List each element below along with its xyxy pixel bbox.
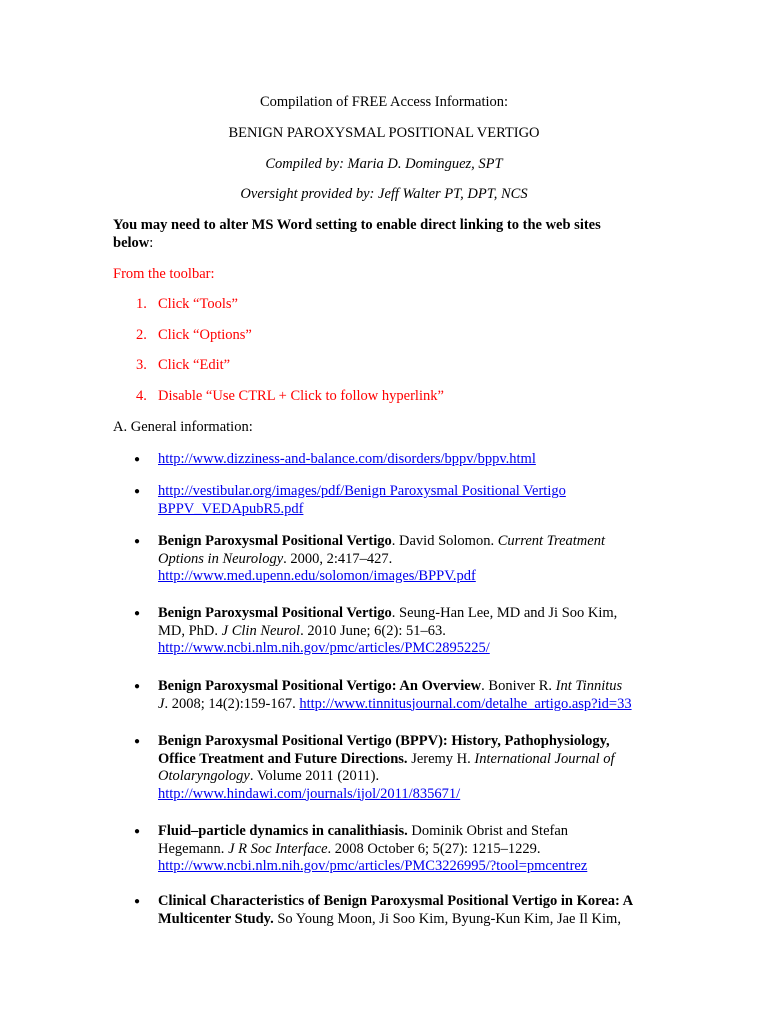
reference-3-link[interactable]: http://www.med.upenn.edu/solomon/images/BPPV.pdf bbox=[158, 568, 476, 584]
reference-6 bbox=[158, 733, 658, 803]
reference-6-link[interactable]: http://www.hindawi.com/journals/ijol/2011/835671/ bbox=[158, 785, 461, 802]
reference-3-journal-cont: Options in Neurology bbox=[158, 550, 284, 567]
reference-3-author: . David Solomon. bbox=[391, 533, 498, 549]
reference-3-title: Benign Paroxysmal Positional Vertigo bbox=[158, 533, 392, 549]
reference-4-authors-cont: MD, PhD. bbox=[158, 622, 222, 639]
reference-7-journal: J R Soc Interface bbox=[228, 840, 328, 857]
step-text: Click “Edit” bbox=[158, 357, 231, 373]
reference-4-details: . 2010 June; 6(2): 51–63. bbox=[300, 622, 446, 639]
reference-6-journal-cont: Otolaryngology bbox=[158, 768, 250, 784]
toolbar-step-4 bbox=[136, 387, 444, 405]
reference-4-title: Benign Paroxysmal Positional Vertigo bbox=[158, 605, 392, 621]
toolbar-step-3 bbox=[136, 356, 230, 374]
section-a-heading: A. General information: bbox=[113, 419, 253, 435]
reference-1-link[interactable]: http://www.dizziness-and-balance.com/disorders/bppv/bppv.html bbox=[158, 451, 536, 467]
notice-below: below bbox=[113, 235, 150, 251]
reference-8 bbox=[158, 893, 658, 928]
reference-6-title-cont: Office Treatment and Future Directions. bbox=[158, 750, 408, 767]
reference-7-link[interactable]: http://www.ncbi.nlm.nih.gov/pmc/articles/PMC3226995/?tool=pmcentrez bbox=[158, 858, 588, 874]
reference-1 bbox=[158, 451, 658, 469]
step-number: 2. bbox=[136, 327, 147, 343]
notice-line-2 bbox=[113, 234, 153, 252]
reference-4 bbox=[158, 605, 658, 658]
bullet-icon: ● bbox=[134, 486, 141, 497]
bullet-icon: ● bbox=[134, 826, 141, 837]
reference-3-details: . 2000, 2:417–427. bbox=[283, 550, 393, 567]
step-number: 4. bbox=[136, 388, 147, 404]
reference-7-title: Fluid–particle dynamics in canalithiasis. bbox=[158, 823, 408, 839]
reference-8-title: Clinical Characteristics of Benign Paroxysmal Positional Vertigo in Korea: A bbox=[158, 893, 634, 909]
bullet-icon: ● bbox=[134, 454, 141, 465]
reference-2-link[interactable]: http://vestibular.org/images/pdf/Benign Paroxysmal Positional Vertigo bbox=[158, 483, 566, 499]
bullet-icon: ● bbox=[134, 608, 141, 619]
reference-5 bbox=[158, 678, 658, 713]
header-compiler: Compiled by: Maria D. Dominguez, SPT bbox=[265, 156, 503, 172]
reference-8-authors: So Young Moon, Ji Soo Kim, Byung-Kun Kim, Jae Il Kim, bbox=[273, 910, 621, 927]
reference-5-details: . 2008; 14(2):159-167. bbox=[164, 695, 300, 712]
header-topic: BENIGN PAROXYSMAL POSITIONAL VERTIGO bbox=[228, 125, 540, 141]
step-text: Click “Tools” bbox=[158, 296, 238, 312]
toolbar-intro: From the toolbar: bbox=[113, 266, 215, 282]
reference-8-title-cont: Multicenter Study. bbox=[158, 910, 274, 927]
step-text: Click “Options” bbox=[158, 327, 252, 343]
reference-5-journal-cont: J bbox=[158, 695, 165, 712]
reference-4-journal: J Clin Neurol bbox=[221, 622, 301, 639]
step-number: 1. bbox=[136, 296, 147, 312]
reference-6-title: Benign Paroxysmal Positional Vertigo (BPPV): History, Pathophysiology, bbox=[158, 733, 610, 749]
header-title: Compilation of FREE Access Information: bbox=[259, 94, 509, 110]
reference-4-authors: . Seung-Han Lee, MD and Ji Soo Kim, bbox=[391, 605, 618, 621]
bullet-icon: ● bbox=[134, 736, 141, 747]
reference-7-authors-cont: Hegemann. bbox=[158, 840, 229, 857]
reference-6-journal: International Journal of bbox=[474, 750, 615, 767]
reference-5-author: . Boniver R. bbox=[481, 678, 556, 694]
step-text: Disable “Use CTRL + Click to follow hyperlink” bbox=[158, 388, 444, 404]
reference-2-link-cont[interactable]: BPPV_VEDApubR5.pdf bbox=[158, 500, 304, 517]
reference-6-author: Jeremy H. bbox=[407, 750, 475, 767]
toolbar-step-2 bbox=[136, 326, 252, 344]
bullet-icon: ● bbox=[134, 896, 141, 907]
header-oversight: Oversight provided by: Jeff Walter PT, DPT, NCS bbox=[240, 186, 528, 202]
reference-7 bbox=[158, 823, 658, 876]
notice-line-1: You may need to alter MS Word setting to enable direct linking to the web sites bbox=[113, 217, 601, 233]
reference-5-link[interactable]: http://www.tinnitusjournal.com/detalhe_artigo.asp?id=33 bbox=[299, 695, 632, 712]
notice-colon: : bbox=[149, 235, 154, 251]
toolbar-step-1 bbox=[136, 295, 238, 313]
bullet-icon: ● bbox=[134, 681, 141, 692]
reference-3 bbox=[158, 533, 658, 586]
reference-7-authors: Dominik Obrist and Stefan bbox=[407, 823, 569, 839]
reference-3-journal: Current Treatment bbox=[497, 533, 605, 549]
bullet-icon: ● bbox=[134, 536, 141, 547]
reference-7-details: . 2008 October 6; 5(27): 1215–1229. bbox=[327, 840, 541, 857]
reference-5-journal: Int Tinnitus bbox=[555, 678, 623, 694]
reference-5-title: Benign Paroxysmal Positional Vertigo: An Overview bbox=[158, 678, 482, 694]
step-number: 3. bbox=[136, 357, 147, 373]
reference-6-details: . Volume 2011 (2011). bbox=[249, 768, 380, 784]
reference-2 bbox=[158, 483, 658, 518]
reference-4-link[interactable]: http://www.ncbi.nlm.nih.gov/pmc/articles/PMC2895225/ bbox=[158, 640, 490, 656]
